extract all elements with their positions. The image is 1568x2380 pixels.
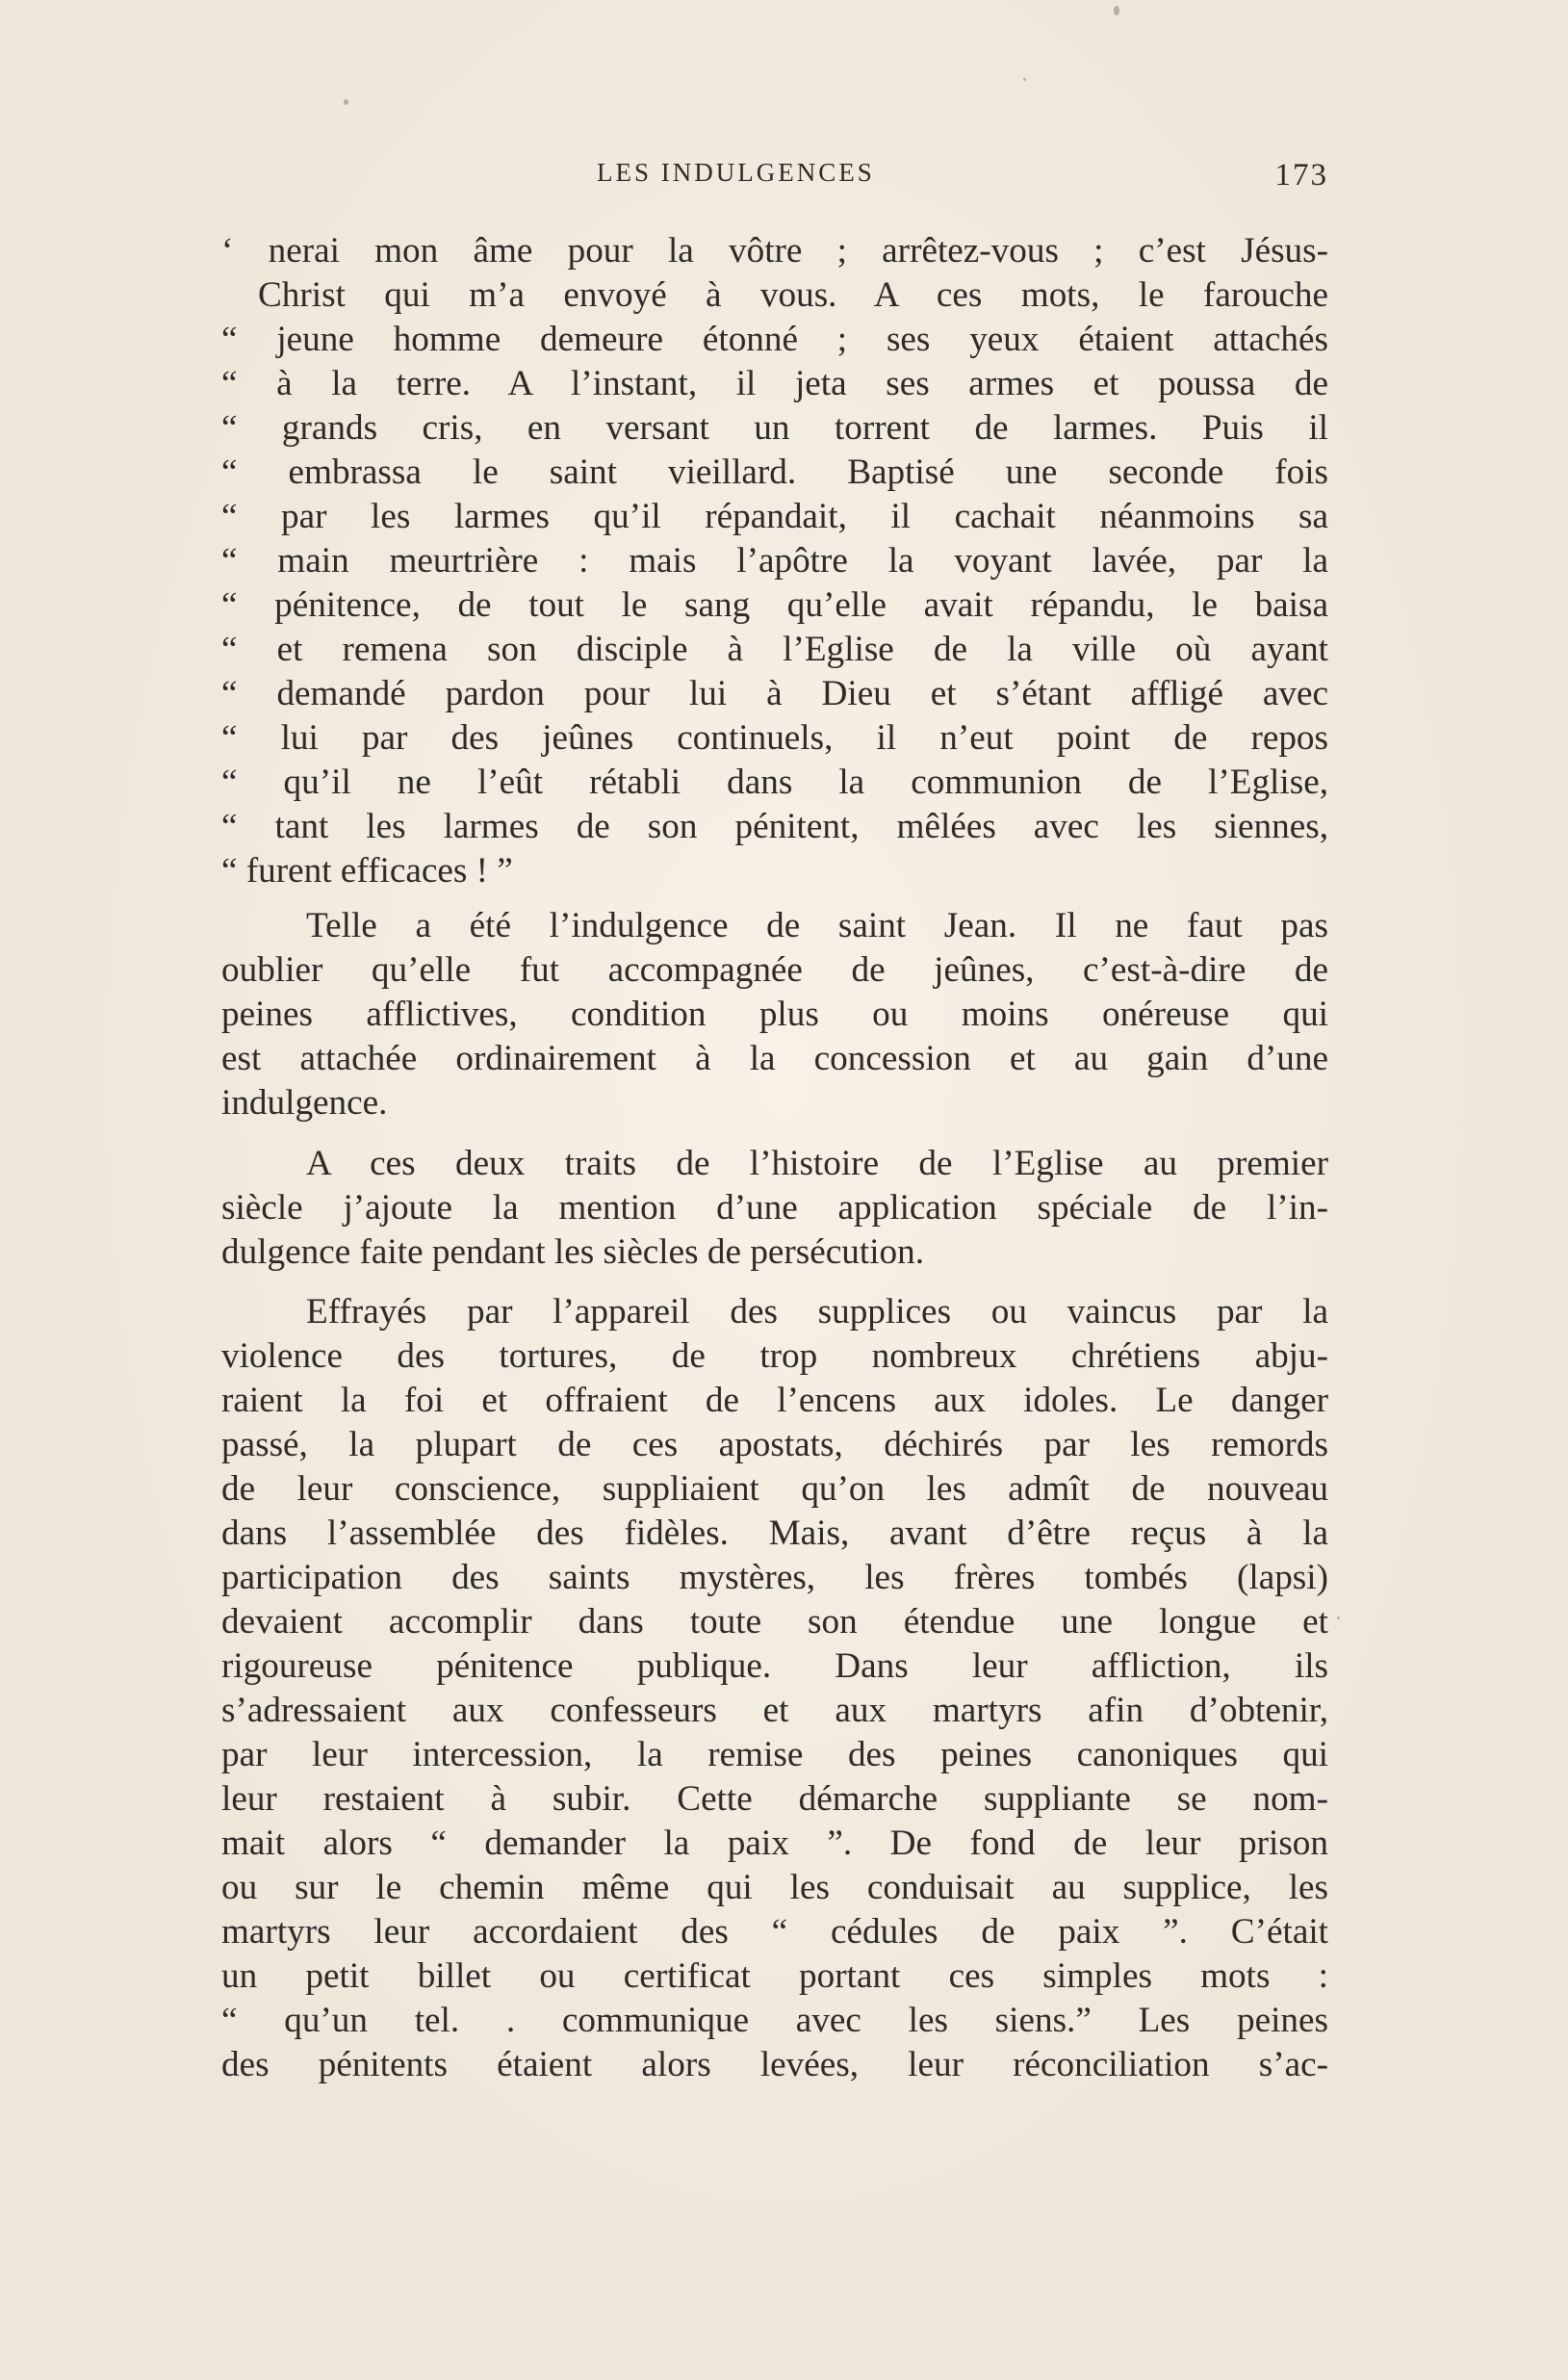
page-number: 173 [1274,158,1328,193]
text-line: ou sur le chemin même qui les conduisait au supplice, les [221,1868,1328,1907]
text-line: “ qu’un tel. . communique avec les siens.” Les peines [221,2001,1328,2040]
text-line: ‘ nerai mon âme pour la vôtre ; arrêtez-vous ; c’est Jésus- [221,231,1328,271]
text-line: “ et remena son disciple à l’Eglise de la ville où ayant [221,630,1328,669]
text-line: “ pénitence, de tout le sang qu’elle avait répandu, le baisa [221,585,1328,625]
paper-speck [1337,1617,1340,1619]
text-line: “ main meurtrière : mais l’apôtre la voyant lavée, par la [221,541,1328,581]
text-line: un petit billet ou certificat portant ces simples mots : [221,1956,1328,1996]
text-line: “ lui par des jeûnes continuels, il n’eut point de repos [221,718,1328,758]
text-line: A ces deux traits de l’histoire de l’Eglise au premier [306,1144,1328,1183]
text-line: mait alors “ demander la paix ”. De fond de leur prison [221,1824,1328,1863]
text-line: leur restaient à subir. Cette démarche suppliante se nom- [221,1779,1328,1819]
text-line: Christ qui m’a envoyé à vous. A ces mots, le farouche [258,275,1328,315]
text-line: “ qu’il ne l’eût rétabli dans la communion de l’Eglise, [221,763,1328,802]
text-line: par leur intercession, la remise des peines canoniques qui [221,1735,1328,1774]
paper-speck [1023,78,1026,81]
text-line: dans l’assemblée des fidèles. Mais, avant d’être reçus à la [221,1513,1328,1553]
text-line: peines afflictives, condition plus ou moins onéreuse qui [221,995,1328,1034]
running-title: LES INDULGENCES [597,158,875,187]
text-line: “ par les larmes qu’il répandait, il cachait néanmoins sa [221,497,1328,536]
text-line: devaient accomplir dans toute son étendue une longue et [221,1602,1328,1642]
text-line: “ furent efficaces ! ” [221,851,513,891]
text-line: martyrs leur accordaient des “ cédules de paix ”. C’était [221,1912,1328,1952]
text-line: “ à la terre. A l’instant, il jeta ses armes et poussa de [221,364,1328,403]
text-line: passé, la plupart de ces apostats, déchirés par les remords [221,1425,1328,1464]
paper-speck [1114,6,1119,15]
text-line: participation des saints mystères, les frères tombés (lapsi) [221,1558,1328,1597]
text-line: “ tant les larmes de son pénitent, mêlées avec les siennes, [221,807,1328,846]
text-line: est attachée ordinairement à la concession et au gain d’une [221,1039,1328,1078]
text-line: “ grands cris, en versant un torrent de larmes. Puis il [221,408,1328,448]
paper-speck [344,99,348,105]
text-line: violence des tortures, de trop nombreux chrétiens abju- [221,1336,1328,1376]
text-line: “ embrassa le saint vieillard. Baptisé une seconde fois [221,453,1328,492]
text-line: rigoureuse pénitence publique. Dans leur affliction, ils [221,1646,1328,1686]
text-line: des pénitents étaient alors levées, leur réconciliation s’ac- [221,2045,1328,2084]
text-line: oublier qu’elle fut accompagnée de jeûnes, c’est-à-dire de [221,950,1328,990]
text-line: “ demandé pardon pour lui à Dieu et s’étant affligé avec [221,674,1328,713]
text-line: s’adressaient aux confesseurs et aux martyrs afin d’obtenir, [221,1691,1328,1730]
text-line: Telle a été l’indulgence de saint Jean. Il ne faut pas [306,906,1328,945]
text-line: Effrayés par l’appareil des supplices ou vaincus par la [306,1292,1328,1332]
text-line: dulgence faite pendant les siècles de persécution. [221,1232,925,1272]
text-line: raient la foi et offraient de l’encens aux idoles. Le danger [221,1381,1328,1420]
text-line: “ jeune homme demeure étonné ; ses yeux étaient attachés [221,320,1328,359]
page-header [221,154,1328,196]
text-line: de leur conscience, suppliaient qu’on les admît de nouveau [221,1469,1328,1509]
text-line: siècle j’ajoute la mention d’une application spéciale de l’in- [221,1188,1328,1228]
text-line: indulgence. [221,1083,388,1123]
